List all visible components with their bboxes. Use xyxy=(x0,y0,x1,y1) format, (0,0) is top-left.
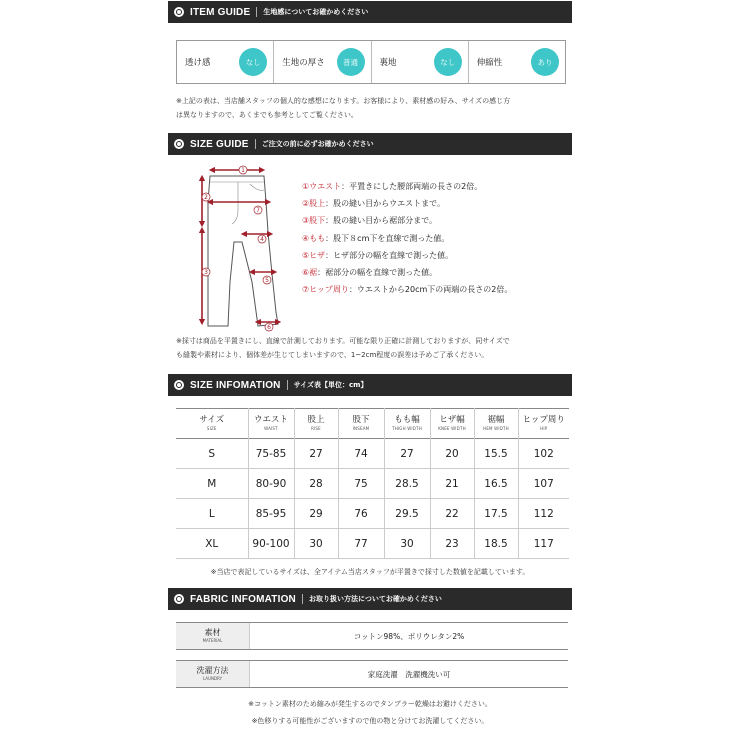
item-guide-header xyxy=(168,1,572,23)
legend-item: ⑤ヒザ：ヒザ部分の幅を直線で測った値。 xyxy=(302,250,454,260)
diagram-number: 4 xyxy=(260,236,264,244)
item-guide-stretch xyxy=(469,41,565,83)
item-guide-label: 生地の厚さ xyxy=(282,58,325,68)
column-header: 股上 RISE xyxy=(294,409,338,439)
column-header: ヒップ周り HIP xyxy=(522,415,565,431)
fabric-row-label: 素材 MATERIAL xyxy=(176,623,250,649)
size-table xyxy=(176,408,569,559)
fabric-note-1: ※コットン素材のため縮みが発生するのでタンブラー乾燥はお避けください。 xyxy=(248,700,492,708)
legend-item: ③股下：股の縫い目から裾部分まで。 xyxy=(302,216,438,226)
item-guide-badge: あり xyxy=(531,48,559,76)
table-row: L 85-95 29 76 29.5 22 17.5 112 xyxy=(176,499,569,529)
bullet-icon xyxy=(174,380,184,390)
column-header: 裾幅 HEM WIDTH xyxy=(474,409,518,439)
legend-item: ⑦ヒップ周り：ウエストから20cm下の両端の長さの2倍。 xyxy=(302,285,513,295)
item-guide-badge: なし xyxy=(239,48,267,76)
item-guide-table xyxy=(176,40,566,84)
table-row: XL 90-100 30 77 30 23 18.5 117 xyxy=(176,529,569,559)
fabric-row-label: 洗濯方法 LAUNDRY xyxy=(176,661,250,687)
size-guide-subtitle: ご注文の前に必ずお確かめください xyxy=(261,140,374,148)
item-guide-sheerness xyxy=(177,41,274,83)
size-guide-header xyxy=(168,133,572,155)
diagram-number: 5 xyxy=(265,277,269,285)
item-guide-note: ※上記の表は、当店舗スタッフの個人的な感想になります。お客様により、素材感の好み、サイズの感じ方 は異なりますので、あくまでも参考としてご覧ください。 xyxy=(176,97,511,119)
fabric-info-header xyxy=(168,588,572,610)
diagram-number: 2 xyxy=(204,194,208,202)
legend-item: ⑥裾：裾部分の幅を直線で測った値。 xyxy=(302,267,438,277)
table-row: S 75-85 27 74 27 20 15.5 102 xyxy=(176,439,569,469)
item-guide-badge: 普通 xyxy=(337,48,365,76)
bullet-icon xyxy=(174,7,184,17)
item-guide-lining xyxy=(372,41,469,83)
size-guide-title: SIZE GUIDE xyxy=(190,138,249,150)
size-info-header xyxy=(168,374,572,396)
column-header: サイズ SIZE xyxy=(176,409,248,439)
fabric-row-material xyxy=(176,622,568,650)
diagram-number: 1 xyxy=(241,167,245,175)
legend-item: ①ウエスト：平置きにした腰部両端の長さの2倍。 xyxy=(302,182,483,191)
size-guide-note: ※採寸は商品を平置きにし、直線で計測しております。可能な限り正確に計測しておりますが、同サイズで も縫製や素材により、個体差が生じてしまいますので、1~2cm程度の誤差は予めご了承ください。 xyxy=(176,337,510,359)
column-header: ウエスト WAIST xyxy=(248,409,294,439)
item-guide-badge: なし xyxy=(434,48,462,76)
bullet-icon xyxy=(174,139,184,149)
diagram-number: 3 xyxy=(204,269,208,277)
fabric-note-2: ※色移りする可能性がございますので他の物と分けてお洗濯してください。 xyxy=(251,717,489,725)
fabric-info-subtitle: お取り扱い方法についてお確かめください xyxy=(308,595,442,603)
size-table-header-row xyxy=(176,409,569,439)
legend-item: ②股上：股の縫い目からウエストまで。 xyxy=(302,199,446,209)
size-info-subtitle: サイズ表【単位：cm】 xyxy=(293,381,368,389)
fabric-row-value: 家庭洗濯 洗濯機洗い可 xyxy=(367,669,451,679)
legend-item: ④もも：股下８cm下を直線で測った値。 xyxy=(302,233,450,243)
pants-diagram xyxy=(188,162,284,334)
item-guide-label: 裏地 xyxy=(379,58,397,68)
table-row: M 80-90 28 75 28.5 21 16.5 107 xyxy=(176,469,569,499)
item-guide-label: 伸縮性 xyxy=(476,58,503,68)
bullet-icon xyxy=(174,594,184,604)
column-header: ヒザ幅 KNEE WIDTH xyxy=(430,409,474,439)
size-info-title: SIZE INFOMATION xyxy=(190,379,281,391)
fabric-row-laundry xyxy=(176,660,568,688)
size-info-note: ※当店で表記しているサイズは、全アイテム当店スタッフが平置きで採寸した数値を記載しています。 xyxy=(210,568,530,576)
column-header: 股下 INSEAM xyxy=(338,409,384,439)
item-guide-label: 透け感 xyxy=(185,58,211,68)
diagram-number: 6 xyxy=(267,324,271,332)
item-guide-thickness xyxy=(274,41,371,83)
column-header: もも幅 THIGH WIDTH xyxy=(384,409,430,439)
size-guide-legend xyxy=(302,178,512,298)
item-guide-title: ITEM GUIDE xyxy=(190,6,251,18)
diagram-number: 7 xyxy=(256,207,260,215)
fabric-info-title: FABRIC INFOMATION xyxy=(190,593,296,605)
fabric-row-value: コットン98%、ポリウレタン2% xyxy=(353,631,465,641)
item-guide-subtitle: 生地感についてお確かめください xyxy=(263,8,369,16)
